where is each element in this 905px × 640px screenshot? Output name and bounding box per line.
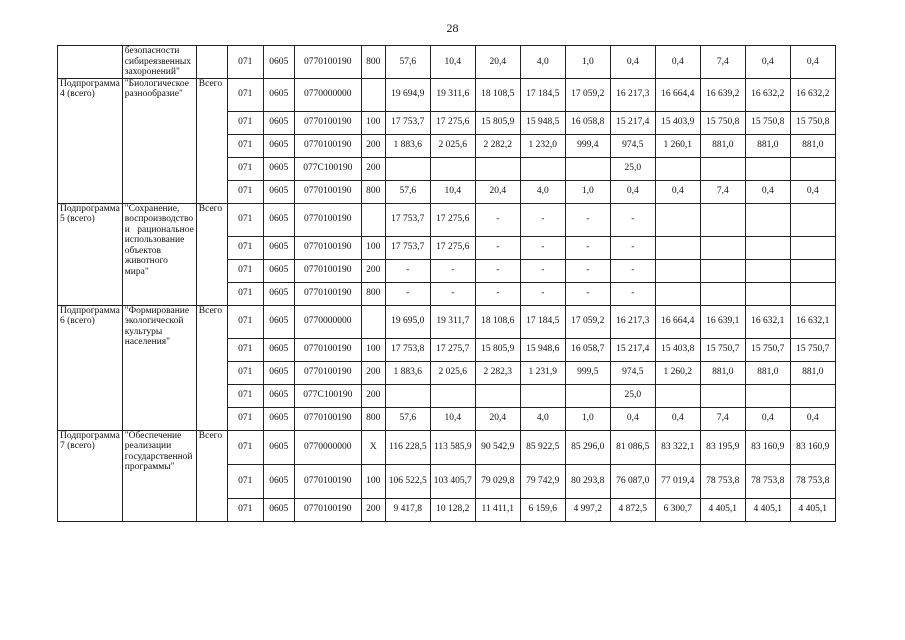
table-cell: 19 311,6 <box>430 78 475 111</box>
table-cell: 16 639,2 <box>700 78 745 111</box>
table-cell: 0770000000 <box>294 305 361 338</box>
table-cell: 15 750,7 <box>790 338 835 361</box>
table-cell: 79 742,9 <box>520 464 565 498</box>
table-cell: 78 753,8 <box>745 464 790 498</box>
table-cell: 881,0 <box>745 361 790 384</box>
table-cell: 0,4 <box>790 407 835 430</box>
table-row <box>58 78 836 111</box>
table-cell <box>790 259 835 282</box>
total-label-cell: Всего <box>196 430 227 521</box>
table-cell: 800 <box>361 180 385 203</box>
table-cell: 6 159,6 <box>520 498 565 521</box>
table-cell: 1,0 <box>565 407 610 430</box>
table-cell: 16 664,4 <box>655 305 700 338</box>
table-cell: 1,0 <box>565 180 610 203</box>
table-cell: 17 184,5 <box>520 78 565 111</box>
table-cell: 81 086,5 <box>610 430 655 464</box>
table-cell: 0,4 <box>790 180 835 203</box>
table-cell: 19 694,9 <box>385 78 430 111</box>
table-cell: 0605 <box>263 305 294 338</box>
table-cell: 6 300,7 <box>655 498 700 521</box>
table-cell: 071 <box>227 498 263 521</box>
table-cell: - <box>430 282 475 305</box>
table-cell: 0605 <box>263 157 294 180</box>
table-cell: - <box>565 203 610 236</box>
table-cell: 7,4 <box>700 180 745 203</box>
table-cell: 57,6 <box>385 46 430 79</box>
table-cell: 0,4 <box>610 46 655 79</box>
budget-table <box>57 45 836 522</box>
table-cell: 0605 <box>263 384 294 407</box>
table-cell: 0605 <box>263 259 294 282</box>
table-cell: 881,0 <box>700 361 745 384</box>
table-cell: 881,0 <box>790 361 835 384</box>
table-cell: 071 <box>227 430 263 464</box>
table-cell: 0,4 <box>655 46 700 79</box>
table-cell: 7,4 <box>700 407 745 430</box>
table-cell: 4,0 <box>520 46 565 79</box>
table-cell <box>361 305 385 338</box>
table-cell <box>700 259 745 282</box>
table-cell: 200 <box>361 134 385 157</box>
table-cell: 0,4 <box>655 180 700 203</box>
table-cell: 071 <box>227 384 263 407</box>
table-cell: 0770100190 <box>294 338 361 361</box>
table-cell: 15 750,8 <box>745 111 790 134</box>
table-cell: 16 632,1 <box>790 305 835 338</box>
table-cell: - <box>565 236 610 259</box>
table-cell <box>520 157 565 180</box>
table-cell: 17 275,6 <box>430 203 475 236</box>
table-cell: 0,4 <box>610 407 655 430</box>
table-cell <box>700 384 745 407</box>
table-cell: 16 632,2 <box>745 78 790 111</box>
table-cell: 0605 <box>263 430 294 464</box>
table-cell <box>361 78 385 111</box>
table-cell: - <box>610 282 655 305</box>
table-cell: 4 405,1 <box>700 498 745 521</box>
table-cell: 17 059,2 <box>565 78 610 111</box>
total-label-cell: Всего <box>196 203 227 305</box>
table-cell: 85 922,5 <box>520 430 565 464</box>
table-cell <box>790 282 835 305</box>
table-cell: - <box>475 203 520 236</box>
table-cell: 16 217,3 <box>610 78 655 111</box>
table-cell: - <box>520 282 565 305</box>
table-cell: 15 217,4 <box>610 111 655 134</box>
table-cell: 881,0 <box>745 134 790 157</box>
table-cell: 100 <box>361 338 385 361</box>
table-cell: 103 405,7 <box>430 464 475 498</box>
total-label-cell: Всего <box>196 78 227 203</box>
table-cell: 1 260,2 <box>655 361 700 384</box>
table-cell <box>385 157 430 180</box>
table-cell <box>475 384 520 407</box>
table-cell: 0,4 <box>745 407 790 430</box>
table-cell: 800 <box>361 282 385 305</box>
table-cell: 20,4 <box>475 180 520 203</box>
table-cell: 0770100190 <box>294 203 361 236</box>
table-cell: 15 750,7 <box>700 338 745 361</box>
table-cell: 83 322,1 <box>655 430 700 464</box>
table-cell: 18 108,6 <box>475 305 520 338</box>
table-cell: 1 232,0 <box>520 134 565 157</box>
table-cell: 0770100190 <box>294 259 361 282</box>
table-cell: 800 <box>361 407 385 430</box>
total-label-cell: Всего <box>196 305 227 430</box>
table-cell <box>655 282 700 305</box>
table-cell: 80 293,8 <box>565 464 610 498</box>
table-cell <box>745 282 790 305</box>
table-cell: 071 <box>227 259 263 282</box>
table-cell: 0605 <box>263 111 294 134</box>
table-cell: 17 275,7 <box>430 338 475 361</box>
table-cell: 15 403,9 <box>655 111 700 134</box>
table-cell: 4 405,1 <box>745 498 790 521</box>
table-cell: 76 087,0 <box>610 464 655 498</box>
table-cell: 10 128,2 <box>430 498 475 521</box>
table-cell: 90 542,9 <box>475 430 520 464</box>
table-cell: 17 275,6 <box>430 111 475 134</box>
table-cell: 15 403,8 <box>655 338 700 361</box>
table-cell: - <box>475 236 520 259</box>
table-cell <box>655 203 700 236</box>
table-cell: 25,0 <box>610 384 655 407</box>
table-cell: 9 417,8 <box>385 498 430 521</box>
table-cell: 113 585,9 <box>430 430 475 464</box>
table-cell: - <box>520 259 565 282</box>
table-cell: - <box>385 259 430 282</box>
table-cell: 17 184,5 <box>520 305 565 338</box>
table-cell <box>565 157 610 180</box>
table-cell: 071 <box>227 203 263 236</box>
table-body <box>58 46 836 522</box>
table-cell: 0605 <box>263 203 294 236</box>
table-cell <box>655 259 700 282</box>
table-cell: 0605 <box>263 464 294 498</box>
table-cell: 999,4 <box>565 134 610 157</box>
table-cell: 106 522,5 <box>385 464 430 498</box>
table-cell: 071 <box>227 180 263 203</box>
table-cell: 999,5 <box>565 361 610 384</box>
table-cell: 19 695,0 <box>385 305 430 338</box>
table-cell: 071 <box>227 78 263 111</box>
table-cell: 0770100190 <box>294 236 361 259</box>
table-cell: 0605 <box>263 236 294 259</box>
table-cell: 1 231,9 <box>520 361 565 384</box>
table-cell: 0770100190 <box>294 361 361 384</box>
table-cell: - <box>565 282 610 305</box>
table-cell: - <box>520 236 565 259</box>
table-cell: 10,4 <box>430 407 475 430</box>
table-cell: 0,4 <box>655 407 700 430</box>
table-cell: 15 948,5 <box>520 111 565 134</box>
table-cell: 071 <box>227 464 263 498</box>
table-cell: 077С100190 <box>294 384 361 407</box>
table-cell: 071 <box>227 46 263 79</box>
table-cell <box>790 236 835 259</box>
table-cell <box>655 157 700 180</box>
table-cell: 17 275,6 <box>430 236 475 259</box>
table-cell: 83 160,9 <box>745 430 790 464</box>
table-cell <box>700 282 745 305</box>
table-cell: 83 160,9 <box>790 430 835 464</box>
table-cell: 0,4 <box>790 46 835 79</box>
table-cell: 0605 <box>263 78 294 111</box>
table-cell: 0770100190 <box>294 46 361 79</box>
table-cell: 4 405,1 <box>790 498 835 521</box>
table-cell: 57,6 <box>385 407 430 430</box>
table-cell: 2 025,6 <box>430 134 475 157</box>
table-cell: 0605 <box>263 407 294 430</box>
program-title-cell: "Формирование экологической культуры населения" <box>122 305 196 430</box>
program-title-cell: "Обеспечение реализации государственной программы" <box>122 430 196 521</box>
table-cell: 16 632,1 <box>745 305 790 338</box>
table-cell: 071 <box>227 338 263 361</box>
table-cell: 0770100190 <box>294 134 361 157</box>
table-cell: 100 <box>361 464 385 498</box>
table-cell: 0770100190 <box>294 407 361 430</box>
table-cell: 15 217,4 <box>610 338 655 361</box>
table-cell <box>745 157 790 180</box>
table-cell: 0770000000 <box>294 78 361 111</box>
table-cell: 2 025,6 <box>430 361 475 384</box>
table-cell: 800 <box>361 46 385 79</box>
table-cell: 17 753,7 <box>385 111 430 134</box>
table-cell: 881,0 <box>700 134 745 157</box>
table-cell: - <box>385 282 430 305</box>
table-cell: 974,5 <box>610 361 655 384</box>
table-cell: 10,4 <box>430 180 475 203</box>
table-cell: - <box>610 203 655 236</box>
table-cell: 0,4 <box>745 46 790 79</box>
table-cell <box>430 384 475 407</box>
table-cell: - <box>520 203 565 236</box>
table-cell: 1 883,6 <box>385 134 430 157</box>
table-cell: 16 058,7 <box>565 338 610 361</box>
table-cell: 0,4 <box>610 180 655 203</box>
table-cell: 077С100190 <box>294 157 361 180</box>
table-cell <box>700 157 745 180</box>
table-cell: 15 750,8 <box>700 111 745 134</box>
table-cell: 071 <box>227 407 263 430</box>
table-cell: - <box>475 282 520 305</box>
table-cell: 11 411,1 <box>475 498 520 521</box>
table-cell: 1 260,1 <box>655 134 700 157</box>
table-cell: 200 <box>361 259 385 282</box>
table-cell: 071 <box>227 111 263 134</box>
table-cell: 071 <box>227 361 263 384</box>
table-cell <box>361 203 385 236</box>
table-cell: 17 059,2 <box>565 305 610 338</box>
table-cell: 2 282,2 <box>475 134 520 157</box>
table-cell: 20,4 <box>475 407 520 430</box>
table-cell: 15 805,9 <box>475 111 520 134</box>
table-row <box>58 46 836 79</box>
total-label-cell <box>196 46 227 79</box>
table-cell: 17 753,8 <box>385 338 430 361</box>
table-cell: - <box>610 236 655 259</box>
table-cell <box>565 384 610 407</box>
table-cell: 200 <box>361 498 385 521</box>
table-cell: 071 <box>227 236 263 259</box>
table-cell: 17 753,7 <box>385 203 430 236</box>
table-cell: - <box>565 259 610 282</box>
table-cell: 18 108,5 <box>475 78 520 111</box>
table-cell: 100 <box>361 111 385 134</box>
table-cell: 0770100190 <box>294 282 361 305</box>
table-cell <box>700 236 745 259</box>
table-cell <box>790 384 835 407</box>
table-cell: Х <box>361 430 385 464</box>
table-cell <box>790 157 835 180</box>
table-cell: 16 639,1 <box>700 305 745 338</box>
table-cell: 15 948,6 <box>520 338 565 361</box>
table-cell: 0,4 <box>745 180 790 203</box>
table-cell: 17 753,7 <box>385 236 430 259</box>
table-cell <box>745 259 790 282</box>
table-cell: 4 872,5 <box>610 498 655 521</box>
table-cell <box>745 203 790 236</box>
table-cell: 881,0 <box>790 134 835 157</box>
table-cell <box>520 384 565 407</box>
table-cell: 071 <box>227 282 263 305</box>
table-cell: 0770000000 <box>294 430 361 464</box>
table-cell <box>655 384 700 407</box>
table-cell: 1,0 <box>565 46 610 79</box>
table-cell: 16 217,3 <box>610 305 655 338</box>
table-cell: 78 753,8 <box>700 464 745 498</box>
table-cell: 0605 <box>263 180 294 203</box>
program-title-cell: безопасности сибиреязвенных захоронений" <box>122 46 196 79</box>
table-row <box>58 430 836 464</box>
table-cell: 4,0 <box>520 407 565 430</box>
table-cell: 16 632,2 <box>790 78 835 111</box>
table-cell: 0605 <box>263 134 294 157</box>
table-cell: 200 <box>361 157 385 180</box>
table-cell: 071 <box>227 134 263 157</box>
program-title-cell: "Биологическое разнообразие" <box>122 78 196 203</box>
table-cell: - <box>610 259 655 282</box>
program-name-cell: Подпрограмма 4 (всего) <box>58 78 123 203</box>
table-cell: 0605 <box>263 498 294 521</box>
table-cell: 0605 <box>263 361 294 384</box>
table-cell: 116 228,5 <box>385 430 430 464</box>
program-name-cell: Подпрограмма 6 (всего) <box>58 305 123 430</box>
table-cell: 83 195,9 <box>700 430 745 464</box>
table-cell: 57,6 <box>385 180 430 203</box>
table-row <box>58 203 836 236</box>
table-cell: 77 019,4 <box>655 464 700 498</box>
table-cell: 071 <box>227 157 263 180</box>
program-name-cell: Подпрограмма 7 (всего) <box>58 430 123 521</box>
table-cell: 0770100190 <box>294 464 361 498</box>
table-cell: 0770100190 <box>294 498 361 521</box>
table-cell: 85 296,0 <box>565 430 610 464</box>
table-cell: 0770100190 <box>294 111 361 134</box>
table-cell: 16 664,4 <box>655 78 700 111</box>
table-cell: 071 <box>227 305 263 338</box>
table-cell <box>475 157 520 180</box>
table-cell: 1 883,6 <box>385 361 430 384</box>
table-cell: 25,0 <box>610 157 655 180</box>
table-cell: 78 753,8 <box>790 464 835 498</box>
program-name-cell <box>58 46 123 79</box>
table-cell <box>700 203 745 236</box>
table-cell: 0605 <box>263 282 294 305</box>
table-cell: - <box>430 259 475 282</box>
table-cell <box>745 236 790 259</box>
table-cell: - <box>475 259 520 282</box>
table-cell: 100 <box>361 236 385 259</box>
table-cell: 79 029,8 <box>475 464 520 498</box>
table-cell: 0605 <box>263 338 294 361</box>
table-cell: 0770100190 <box>294 180 361 203</box>
table-cell <box>655 236 700 259</box>
table-cell: 15 750,8 <box>790 111 835 134</box>
table-cell: 0605 <box>263 46 294 79</box>
table-cell: 15 750,7 <box>745 338 790 361</box>
table-cell: 10,4 <box>430 46 475 79</box>
table-cell: 200 <box>361 361 385 384</box>
table-cell: 16 058,8 <box>565 111 610 134</box>
table-cell <box>790 203 835 236</box>
program-name-cell: Подпрограмма 5 (всего) <box>58 203 123 305</box>
program-title-cell: "Сохранение, воспроизводство и рациональное использование объектов животного мира" <box>122 203 196 305</box>
table-cell: 19 311,7 <box>430 305 475 338</box>
table-cell: 974,5 <box>610 134 655 157</box>
table-cell: 4,0 <box>520 180 565 203</box>
table-row <box>58 305 836 338</box>
table-cell <box>385 384 430 407</box>
table-cell: 20,4 <box>475 46 520 79</box>
page-number: 28 <box>446 21 459 35</box>
table-cell: 200 <box>361 384 385 407</box>
table-cell: 4 997,2 <box>565 498 610 521</box>
table-cell: 7,4 <box>700 46 745 79</box>
table-cell <box>430 157 475 180</box>
table-cell: 15 805,9 <box>475 338 520 361</box>
table-cell <box>745 384 790 407</box>
table-cell: 2 282,3 <box>475 361 520 384</box>
